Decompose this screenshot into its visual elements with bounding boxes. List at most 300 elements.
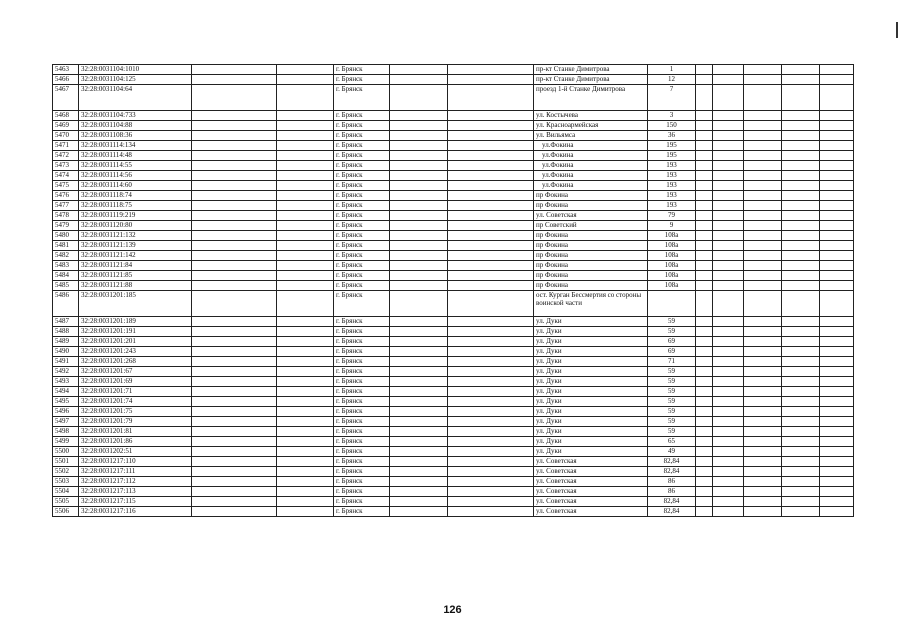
city-cell: г. Брянск [334,357,390,367]
row-number-cell: 5488 [53,327,79,337]
cadastral-number-cell: 32:28:0031121:88 [79,281,192,291]
street-cell: ул. Советская [534,477,648,487]
city-cell: г. Брянск [334,337,390,347]
empty-cell [277,477,334,487]
street-cell: ул. Дуки [534,357,648,367]
street-cell: пр Фокина [534,241,648,251]
house-number-cell: 108а [648,271,696,281]
house-number-cell: 59 [648,427,696,437]
table-row [53,271,854,281]
city-cell: г. Брянск [334,397,390,407]
empty-cell [448,151,534,161]
empty-cell [713,377,744,387]
empty-cell [696,387,713,397]
house-number-cell: 59 [648,417,696,427]
empty-cell [277,417,334,427]
empty-cell [448,437,534,447]
empty-cell [696,337,713,347]
street-cell: ул. Советская [534,487,648,497]
street-cell: ул. Советская [534,457,648,467]
page-number: 126 [443,604,462,616]
empty-cell [192,367,277,377]
empty-cell [744,111,782,121]
empty-cell [448,487,534,497]
empty-cell [782,367,820,377]
table-row [53,281,854,291]
empty-cell [448,291,534,317]
cadastral-number-cell: 32:28:0031118:74 [79,191,192,201]
empty-cell [782,337,820,347]
city-cell: г. Брянск [334,327,390,337]
empty-cell [744,497,782,507]
house-number-cell: 82,84 [648,467,696,477]
empty-cell [390,377,448,387]
empty-cell [782,427,820,437]
empty-cell [696,397,713,407]
empty-cell [696,141,713,151]
cadastral-number-cell: 32:28:0031201:67 [79,367,192,377]
city-cell: г. Брянск [334,111,390,121]
empty-cell [192,111,277,121]
empty-cell [820,487,854,497]
empty-cell [277,261,334,271]
empty-cell [390,131,448,141]
empty-cell [782,271,820,281]
empty-cell [277,347,334,357]
empty-cell [277,291,334,317]
empty-cell [696,357,713,367]
house-number-cell: 59 [648,367,696,377]
empty-cell [820,65,854,75]
row-number-cell: 5467 [53,85,79,111]
house-number-cell: 82,84 [648,497,696,507]
city-cell: г. Брянск [334,477,390,487]
empty-cell [192,251,277,261]
street-cell: ул. Дуки [534,397,648,407]
empty-cell [448,427,534,437]
empty-cell [448,497,534,507]
row-number-cell: 5477 [53,201,79,211]
empty-cell [448,457,534,467]
empty-cell [713,477,744,487]
empty-cell [192,261,277,271]
empty-cell [713,347,744,357]
empty-cell [744,417,782,427]
empty-cell [696,347,713,357]
cadastral-number-cell: 32:28:0031108:36 [79,131,192,141]
city-cell: г. Брянск [334,347,390,357]
empty-cell [390,141,448,151]
empty-cell [448,377,534,387]
table-row [53,251,854,261]
empty-cell [820,75,854,85]
empty-cell [820,377,854,387]
empty-cell [192,337,277,347]
table-row [53,487,854,497]
empty-cell [448,111,534,121]
table-row [53,121,854,131]
empty-cell [277,161,334,171]
empty-cell [192,181,277,191]
empty-cell [782,261,820,271]
empty-cell [448,271,534,281]
street-cell: ост. Курган Бессмертия со стороны воинской части [534,291,648,317]
empty-cell [390,261,448,271]
empty-cell [713,417,744,427]
table-row [53,377,854,387]
empty-cell [277,507,334,517]
city-cell: г. Брянск [334,447,390,457]
empty-cell [390,417,448,427]
empty-cell [390,231,448,241]
cadastral-number-cell: 32:28:0031217:110 [79,457,192,467]
empty-cell [192,231,277,241]
table-row [53,221,854,231]
house-number-cell: 79 [648,211,696,221]
empty-cell [713,497,744,507]
empty-cell [696,231,713,241]
empty-cell [277,281,334,291]
empty-cell [713,65,744,75]
empty-cell [744,357,782,367]
house-number-cell: 36 [648,131,696,141]
row-number-cell: 5502 [53,467,79,477]
empty-cell [696,85,713,111]
empty-cell [448,141,534,151]
empty-cell [448,221,534,231]
table-row [53,317,854,327]
street-cell: ул. Дуки [534,317,648,327]
house-number-cell: 59 [648,377,696,387]
empty-cell [820,457,854,467]
empty-cell [192,211,277,221]
house-number-cell: 59 [648,327,696,337]
row-number-cell: 5500 [53,447,79,457]
empty-cell [713,397,744,407]
empty-cell [390,221,448,231]
empty-cell [448,121,534,131]
table-row [53,367,854,377]
empty-cell [390,251,448,261]
street-cell: пр Фокина [534,201,648,211]
empty-cell [696,111,713,121]
city-cell: г. Брянск [334,75,390,85]
registry-rows [53,65,854,517]
table-row [53,357,854,367]
empty-cell [192,121,277,131]
empty-cell [744,201,782,211]
empty-cell [744,407,782,417]
empty-cell [192,457,277,467]
empty-cell [744,251,782,261]
city-cell: г. Брянск [334,387,390,397]
empty-cell [192,507,277,517]
empty-cell [713,437,744,447]
empty-cell [192,467,277,477]
house-number-cell: 82,84 [648,457,696,467]
house-number-cell: 49 [648,447,696,457]
cadastral-number-cell: 32:28:0031104:125 [79,75,192,85]
empty-cell [277,65,334,75]
table-row [53,85,854,111]
empty-cell [390,85,448,111]
row-number-cell: 5497 [53,417,79,427]
city-cell: г. Брянск [334,467,390,477]
empty-cell [448,317,534,327]
row-number-cell: 5498 [53,427,79,437]
empty-cell [448,327,534,337]
empty-cell [390,241,448,251]
table-row [53,407,854,417]
empty-cell [782,191,820,201]
table-row [53,507,854,517]
row-number-cell: 5496 [53,407,79,417]
street-cell: ул. Дуки [534,367,648,377]
empty-cell [448,407,534,417]
empty-cell [782,317,820,327]
house-number-cell: 1 [648,65,696,75]
empty-cell [820,317,854,327]
empty-cell [448,211,534,221]
city-cell: г. Брянск [334,417,390,427]
empty-cell [277,377,334,387]
empty-cell [448,161,534,171]
cadastral-number-cell: 32:28:0031104:88 [79,121,192,131]
street-cell: пр-кт Станке Димитрова [534,65,648,75]
row-number-cell: 5482 [53,251,79,261]
empty-cell [713,201,744,211]
table-row [53,131,854,141]
empty-cell [782,201,820,211]
street-cell: ул.Фокина [534,151,648,161]
empty-cell [390,121,448,131]
house-number-cell: 108а [648,241,696,251]
empty-cell [782,111,820,121]
empty-cell [277,85,334,111]
row-number-cell: 5504 [53,487,79,497]
table-row [53,171,854,181]
street-cell: ул.Фокина [534,171,648,181]
empty-cell [782,407,820,417]
empty-cell [744,161,782,171]
empty-cell [192,221,277,231]
empty-cell [277,457,334,467]
empty-cell [820,111,854,121]
empty-cell [696,407,713,417]
cadastral-number-cell: 32:28:0031119:219 [79,211,192,221]
empty-cell [277,121,334,131]
empty-cell [713,221,744,231]
cadastral-number-cell: 32:28:0031201:268 [79,357,192,367]
empty-cell [782,231,820,241]
street-cell: ул. Дуки [534,347,648,357]
empty-cell [713,317,744,327]
cadastral-number-cell: 32:28:0031118:75 [79,201,192,211]
empty-cell [192,347,277,357]
empty-cell [277,75,334,85]
empty-cell [713,457,744,467]
empty-cell [696,281,713,291]
empty-cell [192,357,277,367]
street-cell: ул. Дуки [534,407,648,417]
empty-cell [820,417,854,427]
empty-cell [277,241,334,251]
empty-cell [713,337,744,347]
empty-cell [448,251,534,261]
empty-cell [390,271,448,281]
row-number-cell: 5490 [53,347,79,357]
city-cell: г. Брянск [334,141,390,151]
empty-cell [277,131,334,141]
empty-cell [192,85,277,111]
empty-cell [713,291,744,317]
empty-cell [277,397,334,407]
empty-cell [696,291,713,317]
empty-cell [820,407,854,417]
table-row [53,497,854,507]
empty-cell [277,407,334,417]
empty-cell [782,151,820,161]
empty-cell [782,347,820,357]
empty-cell [744,397,782,407]
empty-cell [696,417,713,427]
empty-cell [820,261,854,271]
city-cell: г. Брянск [334,367,390,377]
city-cell: г. Брянск [334,377,390,387]
empty-cell [448,191,534,201]
empty-cell [448,65,534,75]
cadastral-number-cell: 32:28:0031201:74 [79,397,192,407]
empty-cell [448,241,534,251]
empty-cell [390,211,448,221]
cadastral-number-cell: 32:28:0031201:243 [79,347,192,357]
street-cell: проезд 1-й Станке Димитрова [534,85,648,111]
table-row [53,327,854,337]
empty-cell [713,231,744,241]
empty-cell [390,507,448,517]
empty-cell [713,181,744,191]
empty-cell [696,201,713,211]
empty-cell [390,387,448,397]
empty-cell [744,241,782,251]
empty-cell [820,437,854,447]
house-number-cell: 195 [648,141,696,151]
empty-cell [744,367,782,377]
empty-cell [448,231,534,241]
street-cell: ул. Дуки [534,327,648,337]
city-cell: г. Брянск [334,427,390,437]
empty-cell [696,487,713,497]
empty-cell [277,337,334,347]
empty-cell [448,85,534,111]
cadastral-number-cell: 32:28:0031120:80 [79,221,192,231]
empty-cell [448,75,534,85]
city-cell: г. Брянск [334,251,390,261]
house-number-cell: 59 [648,317,696,327]
empty-cell [448,477,534,487]
cadastral-number-cell: 32:28:0031201:86 [79,437,192,447]
table-row [53,447,854,457]
table-row [53,427,854,437]
house-number-cell: 108а [648,281,696,291]
street-cell: пр Фокина [534,281,648,291]
empty-cell [696,497,713,507]
empty-cell [696,477,713,487]
cadastral-number-cell: 32:28:0031201:191 [79,327,192,337]
cadastral-number-cell: 32:28:0031121:142 [79,251,192,261]
city-cell: г. Брянск [334,161,390,171]
row-number-cell: 5466 [53,75,79,85]
house-number-cell: 71 [648,357,696,367]
table-row [53,467,854,477]
empty-cell [448,387,534,397]
empty-cell [744,507,782,517]
empty-cell [448,347,534,357]
row-number-cell: 5495 [53,397,79,407]
city-cell: г. Брянск [334,211,390,221]
street-cell: ул.Фокина [534,141,648,151]
empty-cell [277,251,334,261]
house-number-cell: 65 [648,437,696,447]
empty-cell [390,281,448,291]
empty-cell [713,85,744,111]
city-cell: г. Брянск [334,497,390,507]
cadastral-number-cell: 32:28:0031201:189 [79,317,192,327]
empty-cell [192,281,277,291]
city-cell: г. Брянск [334,317,390,327]
empty-cell [448,281,534,291]
empty-cell [390,317,448,327]
empty-cell [713,171,744,181]
row-number-cell: 5493 [53,377,79,387]
empty-cell [696,151,713,161]
city-cell: г. Брянск [334,507,390,517]
empty-cell [390,467,448,477]
empty-cell [696,327,713,337]
row-number-cell: 5476 [53,191,79,201]
house-number-cell: 69 [648,347,696,357]
row-number-cell: 5486 [53,291,79,317]
empty-cell [448,357,534,367]
empty-cell [192,271,277,281]
empty-cell [713,281,744,291]
cadastral-number-cell: 32:28:0031201:69 [79,377,192,387]
city-cell: г. Брянск [334,487,390,497]
cadastral-number-cell: 32:28:0031217:115 [79,497,192,507]
cadastral-number-cell: 32:28:0031114:56 [79,171,192,181]
empty-cell [820,241,854,251]
city-cell: г. Брянск [334,151,390,161]
empty-cell [782,211,820,221]
empty-cell [713,507,744,517]
empty-cell [820,507,854,517]
city-cell: г. Брянск [334,271,390,281]
empty-cell [782,281,820,291]
row-number-cell: 5475 [53,181,79,191]
street-cell: пр Фокина [534,261,648,271]
house-number-cell: 193 [648,161,696,171]
cadastral-number-cell: 32:28:0031217:111 [79,467,192,477]
table-row [53,397,854,407]
cadastral-number-cell: 32:28:0031121:139 [79,241,192,251]
empty-cell [744,467,782,477]
street-cell: пр-кт Станке Димитрова [534,75,648,85]
row-number-cell: 5506 [53,507,79,517]
row-number-cell: 5471 [53,141,79,151]
empty-cell [696,131,713,141]
cadastral-number-cell: 32:28:0031114:60 [79,181,192,191]
empty-cell [448,467,534,477]
